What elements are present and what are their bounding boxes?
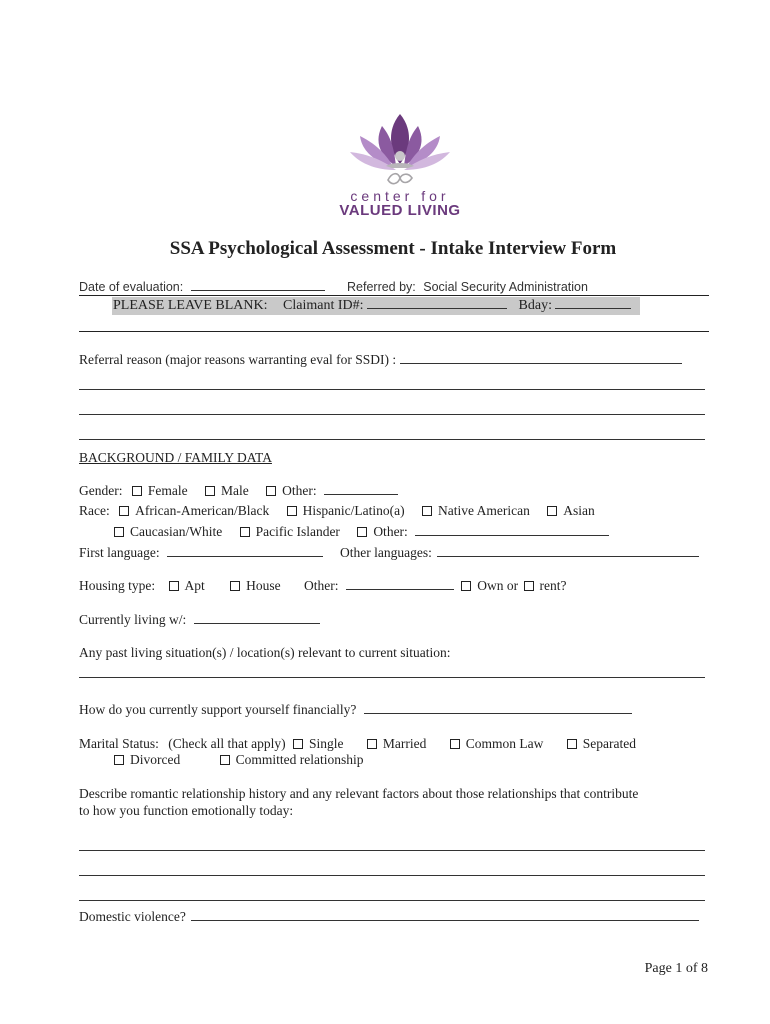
claimant-id-field[interactable]	[367, 298, 507, 309]
domestic-violence-field[interactable]	[191, 910, 699, 921]
marital-separated-checkbox[interactable]	[567, 739, 577, 749]
leave-blank-row	[113, 298, 631, 314]
leave-blank-label: PLEASE LEAVE BLANK:	[113, 298, 268, 313]
housing-house-checkbox[interactable]	[230, 581, 240, 591]
lotus-icon	[330, 108, 470, 188]
first-language-label: First language:	[79, 545, 160, 560]
marital-single-checkbox[interactable]	[293, 739, 303, 749]
gender-female-label: Female	[147, 483, 188, 498]
marital-married-label: Married	[382, 736, 427, 751]
marital-row	[79, 736, 636, 752]
referral-label: Referral reason (major reasons warranting eval for SSDI) :	[79, 352, 397, 367]
marital-common-law-label: Common Law	[465, 736, 544, 751]
gender-other-field[interactable]	[324, 484, 398, 495]
date-field[interactable]	[191, 280, 325, 291]
gender-male-label: Male	[220, 483, 249, 498]
finance-row	[79, 702, 632, 718]
gender-row	[79, 483, 398, 499]
marital-row-2	[114, 752, 363, 768]
background-heading: BACKGROUND / FAMILY DATA	[79, 450, 272, 465]
referral-line-2[interactable]	[79, 389, 705, 390]
referred-value: Social Security Administration	[423, 280, 588, 294]
marital-single-label: Single	[308, 736, 344, 751]
gender-other-label: Other:	[282, 483, 317, 498]
referral-row	[79, 352, 682, 368]
header-divider	[79, 295, 709, 296]
marital-common-law-checkbox[interactable]	[450, 739, 460, 749]
other-languages-field[interactable]	[437, 546, 699, 557]
race-label: Race:	[79, 503, 110, 518]
race-pacific-islander-checkbox[interactable]	[240, 527, 250, 537]
romantic-line-2[interactable]	[79, 875, 705, 876]
race-caucasian-label: Caucasian/White	[130, 524, 223, 539]
date-of-evaluation-row	[79, 280, 325, 294]
date-label: Date of evaluation:	[79, 280, 184, 294]
housing-own-label: Own or	[477, 578, 519, 593]
race-hispanic-label: Hispanic/Latino(a)	[302, 503, 405, 518]
other-languages-row	[340, 545, 699, 561]
past-living-row	[79, 645, 451, 661]
finance-label: How do you currently support yourself financially?	[79, 702, 357, 717]
housing-rent-checkbox[interactable]	[524, 581, 534, 591]
housing-own-checkbox[interactable]	[461, 581, 471, 591]
race-hispanic-checkbox[interactable]	[287, 506, 297, 516]
referral-line-4[interactable]	[79, 439, 705, 440]
domestic-violence-row	[79, 909, 699, 925]
romantic-line-1[interactable]	[79, 850, 705, 851]
domestic-violence-label: Domestic violence?	[79, 909, 186, 924]
housing-house-label: House	[246, 578, 281, 593]
page-number: Page 1 of 8	[644, 961, 708, 976]
race-other-label: Other:	[373, 524, 408, 539]
finance-field[interactable]	[364, 703, 632, 714]
marital-note: (Check all that apply)	[168, 736, 286, 751]
race-asian-checkbox[interactable]	[547, 506, 557, 516]
race-asian-label: Asian	[563, 503, 595, 518]
housing-apt-checkbox[interactable]	[169, 581, 179, 591]
housing-other-field[interactable]	[346, 579, 454, 590]
housing-row	[79, 578, 566, 594]
other-languages-label: Other languages:	[340, 545, 432, 560]
race-native-american-checkbox[interactable]	[422, 506, 432, 516]
gender-other-checkbox[interactable]	[266, 486, 276, 496]
gender-female-checkbox[interactable]	[132, 486, 142, 496]
marital-committed-label: Committed relationship	[235, 752, 364, 767]
race-row	[79, 503, 595, 519]
gender-male-checkbox[interactable]	[205, 486, 215, 496]
marital-separated-label: Separated	[582, 736, 636, 751]
race-pacific-islander-label: Pacific Islander	[255, 524, 340, 539]
past-living-label: Any past living situation(s) / location(s) relevant to current situation:	[79, 645, 451, 660]
referred-by-row	[347, 280, 588, 294]
logo-line1: center for	[350, 188, 450, 204]
first-language-field[interactable]	[167, 546, 323, 557]
past-living-field[interactable]	[79, 677, 705, 678]
living-with-row	[79, 612, 320, 628]
logo-line2: VALUED LIVING	[339, 202, 461, 219]
housing-label: Housing type:	[79, 578, 156, 593]
race-caucasian-checkbox[interactable]	[114, 527, 124, 537]
first-language-row	[79, 545, 323, 561]
marital-divorced-label: Divorced	[130, 752, 181, 767]
housing-rent-label: rent?	[539, 578, 567, 593]
race-other-checkbox[interactable]	[357, 527, 367, 537]
referral-line-3[interactable]	[79, 414, 705, 415]
logo	[330, 108, 470, 220]
gender-label: Gender:	[79, 483, 123, 498]
referral-field[interactable]	[400, 353, 682, 364]
living-with-label: Currently living w/:	[79, 612, 187, 627]
marital-label: Marital Status:	[79, 736, 159, 751]
race-other-field[interactable]	[415, 525, 609, 536]
race-native-american-label: Native American	[438, 503, 530, 518]
marital-married-checkbox[interactable]	[367, 739, 377, 749]
page-title: SSA Psychological Assessment - Intake Interview Form	[169, 238, 617, 259]
housing-other-label: Other:	[304, 578, 339, 593]
race-african-american-label: African-American/Black	[135, 503, 270, 518]
race-row-2	[114, 524, 609, 540]
bday-field[interactable]	[555, 298, 631, 309]
romantic-label-line2: to how you function emotionally today:	[79, 803, 294, 818]
romantic-line-3[interactable]	[79, 900, 705, 901]
referred-label: Referred by:	[347, 280, 416, 294]
romantic-label-line1: Describe romantic relationship history and any relevant factors about those relationships that contribute	[79, 786, 639, 801]
blank-divider	[79, 331, 709, 332]
housing-apt-label: Apt	[184, 578, 205, 593]
bday-label: Bday:	[518, 298, 552, 313]
claimant-id-label: Claimant ID#:	[283, 298, 364, 313]
marital-divorced-checkbox[interactable]	[114, 755, 124, 765]
marital-committed-checkbox[interactable]	[220, 755, 230, 765]
living-with-field[interactable]	[194, 613, 320, 624]
race-african-american-checkbox[interactable]	[119, 506, 129, 516]
